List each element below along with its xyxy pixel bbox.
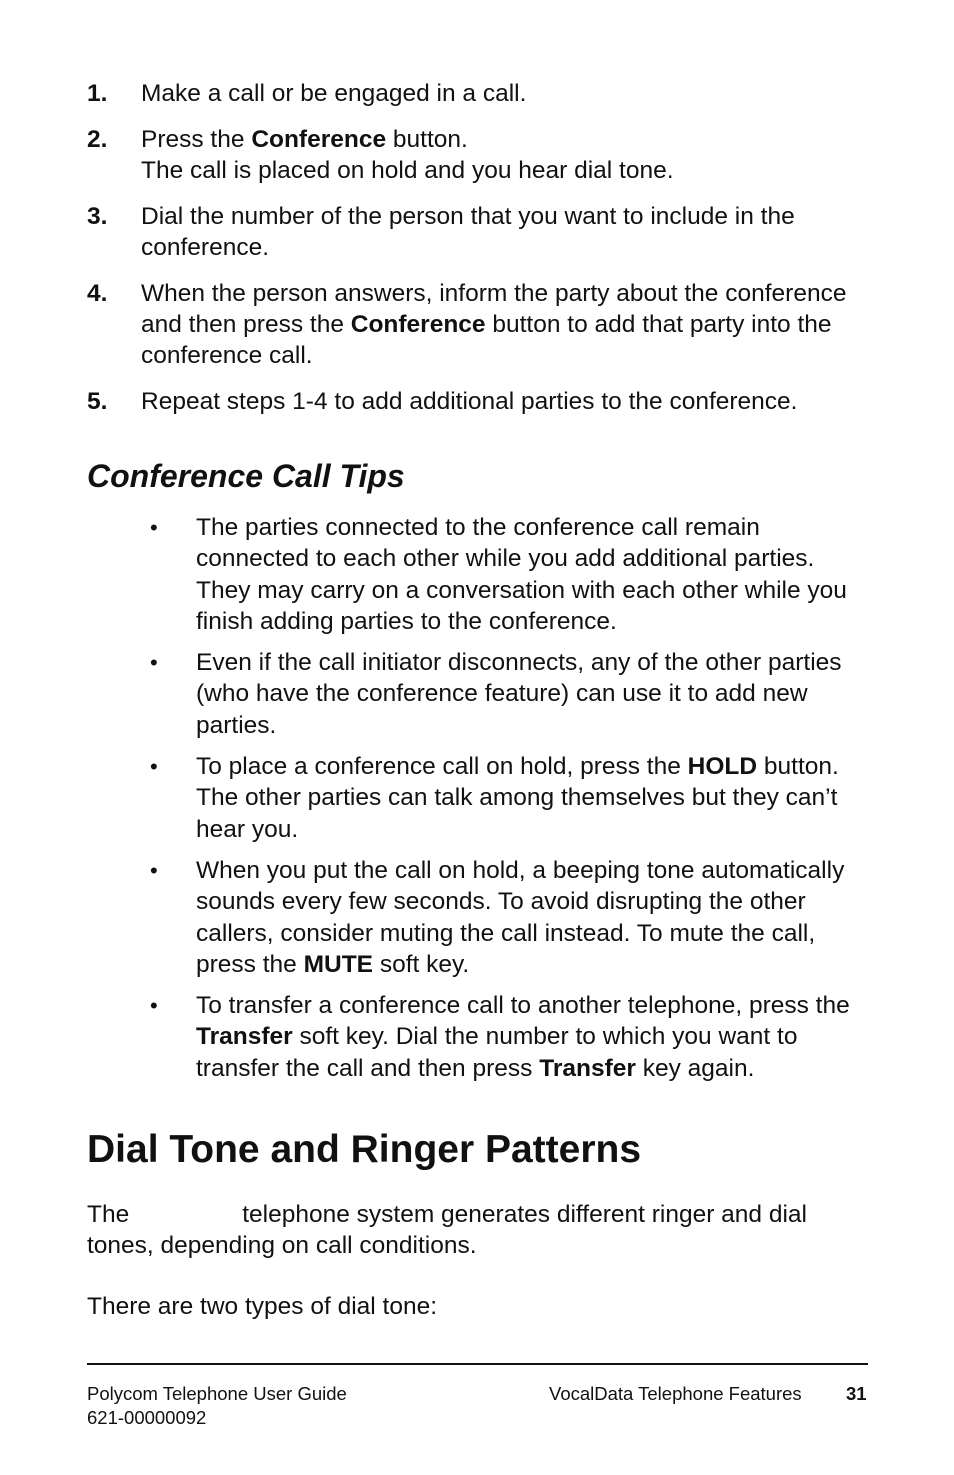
step-number: 3. (87, 203, 108, 230)
step-text: Repeat steps 1-4 to add additional parties to the conference. (141, 388, 798, 415)
tip-item (150, 855, 875, 980)
step-1 (87, 78, 877, 109)
tip-text: key again. (635, 1054, 755, 1082)
step-text: Make a call or be engaged in a call. (141, 80, 527, 107)
tip-text: button. The other parties can talk among themselves but they can’t hear you. (196, 753, 839, 843)
intro-text: The (87, 1201, 130, 1228)
intro-text: telephone system generates different ringer and dial tones, depending on call conditions. (87, 1201, 807, 1259)
step-text: Dial the number of the person that you want to include in the conference. (141, 203, 795, 261)
step-text: Press the (141, 126, 252, 153)
numbered-steps (87, 78, 877, 432)
tip-text: When you put the call on hold, a beeping tone automatically sounds every few seconds. To avoid disrupting the other callers, consider muting the call instead. To mute the call, press the (196, 856, 845, 978)
tip-text: To transfer a conference call to another telephone, press the (196, 992, 850, 1020)
step-4 (87, 278, 877, 371)
conference-button-name: Conference (251, 126, 387, 153)
tips-list (150, 512, 875, 1094)
step-2 (87, 124, 877, 186)
bullet-icon: • (150, 857, 158, 883)
tip-item (150, 751, 875, 845)
step-5 (87, 386, 877, 417)
intro-paragraph (87, 1199, 877, 1261)
tip-item (150, 512, 875, 637)
bullet-icon: • (150, 754, 158, 780)
section-heading: Dial Tone and Ringer Patterns (87, 1128, 642, 1171)
tip-item (150, 647, 875, 741)
transfer-key-name: Transfer (196, 1023, 293, 1051)
bullet-icon: • (150, 650, 158, 676)
step-text: button to add that party into the conference call. (141, 311, 832, 369)
tip-text: Even if the call initiator disconnects, any of the other parties (who have the conference feature) can use it to add new parties. (196, 649, 842, 739)
page-number: 31 (846, 1383, 867, 1404)
conference-button-name: Conference (350, 311, 486, 338)
tip-text: To place a conference call on hold, press the (196, 753, 688, 781)
step-result-text: The call is placed on hold and you hear dial tone. (141, 157, 674, 184)
step-text: button. (386, 126, 468, 153)
tip-item (150, 990, 875, 1084)
tip-text: The parties connected to the conference call remain connected to each other while you add additional parties. They may carry on a conversation with each other while you finish adding parties to the conference. (196, 514, 847, 635)
tip-text: soft key. (373, 950, 470, 978)
types-paragraph: There are two types of dial tone: (87, 1293, 437, 1320)
footer-left (87, 1382, 347, 1430)
footer-divider (87, 1363, 868, 1365)
step-number: 4. (87, 280, 108, 307)
step-text: When the person answers, inform the party about the conference and then press the (141, 280, 847, 338)
step-3 (87, 201, 877, 263)
tip-text: soft key. Dial the number to which you want to transfer the call and then press (196, 1023, 798, 1082)
step-number: 5. (87, 388, 108, 415)
hold-key-name: HOLD (687, 753, 758, 781)
tips-heading: Conference Call Tips (87, 458, 405, 494)
bullet-icon: • (150, 515, 158, 540)
mute-key-name: MUTE (303, 950, 374, 978)
transfer-key-name: Transfer (539, 1054, 636, 1082)
step-number: 2. (87, 126, 108, 153)
footer-right (549, 1382, 867, 1406)
guide-title: Polycom Telephone User Guide (87, 1383, 347, 1404)
bullet-icon: • (150, 993, 158, 1019)
section-name: VocalData Telephone Features (549, 1383, 802, 1404)
step-number: 1. (87, 80, 108, 107)
doc-number: 621-00000092 (87, 1407, 207, 1428)
